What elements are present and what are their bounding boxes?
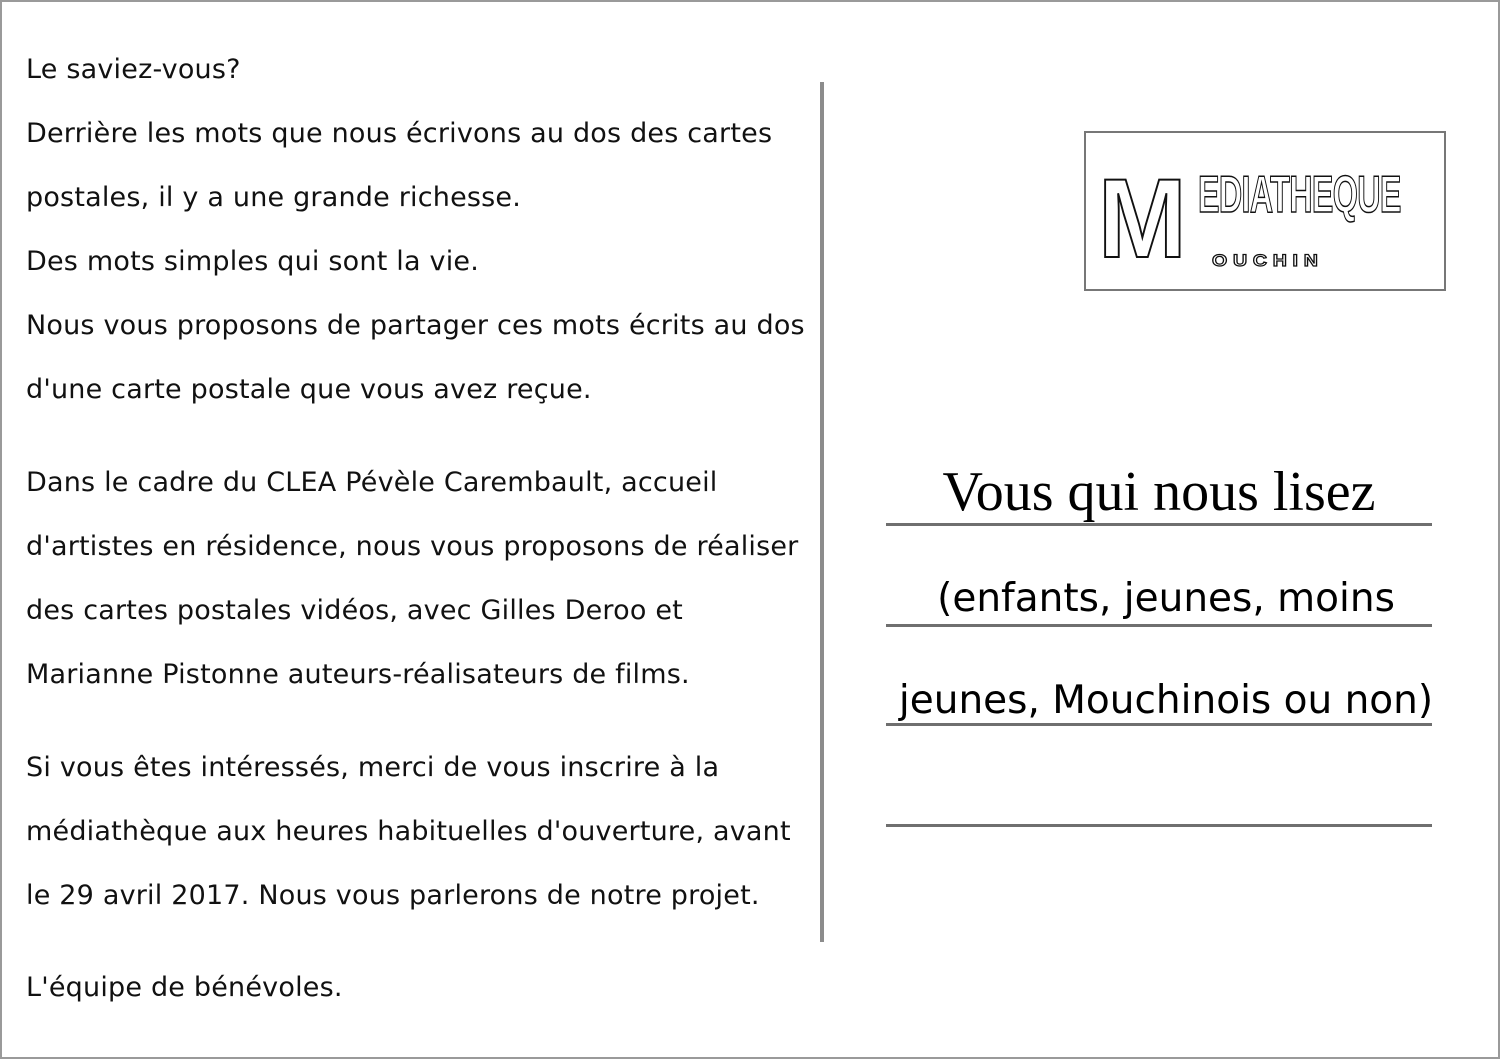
center-divider [820,82,824,942]
message-line-2: Derrière les mots que nous écrivons au dos des cartes [26,118,773,149]
logo-subtitle: OUCHIN [1212,251,1324,270]
message-line-1: Le saviez-vous? [26,54,241,85]
address-text-1: (enfants, jeunes, moins [937,576,1395,621]
address-line-4 [886,824,1432,827]
message-line-10: Marianne Pistonne auteurs-réalisateurs de films. [26,659,690,690]
address-text-2: jeunes, Mouchinois ou non) [898,678,1434,723]
message-line-6: d'une carte postale que vous avez reçue. [26,374,592,405]
address-line-1 [886,523,1432,526]
stamp-logo-box [1084,131,1446,291]
logo-wordmark: EDIATHEQUE [1198,166,1401,224]
address-line-2 [886,624,1432,627]
address-heading: Vous qui nous lisez [942,461,1376,523]
logo-initial: M [1098,156,1187,281]
address-line-3 [886,723,1432,726]
message-line-9: des cartes postales vidéos, avec Gilles Deroo et [26,595,683,626]
message-line-7: Dans le cadre du CLEA Pévèle Carembault, accueil [26,467,718,498]
message-line-3: postales, il y a une grande richesse. [26,182,522,213]
message-line-4: Des mots simples qui sont la vie. [26,246,479,277]
message-line-13: le 29 avril 2017. Nous vous parlerons de notre projet. [26,880,760,911]
message-line-12: médiathèque aux heures habituelles d'ouverture, avant [26,816,791,847]
signature-line: L'équipe de bénévoles. [26,972,343,1003]
message-line-11: Si vous êtes intéressés, merci de vous inscrire à la [26,752,720,783]
message-line-5: Nous vous proposons de partager ces mots écrits au dos [26,310,805,341]
message-line-8: d'artistes en résidence, nous vous proposons de réaliser [26,531,799,562]
